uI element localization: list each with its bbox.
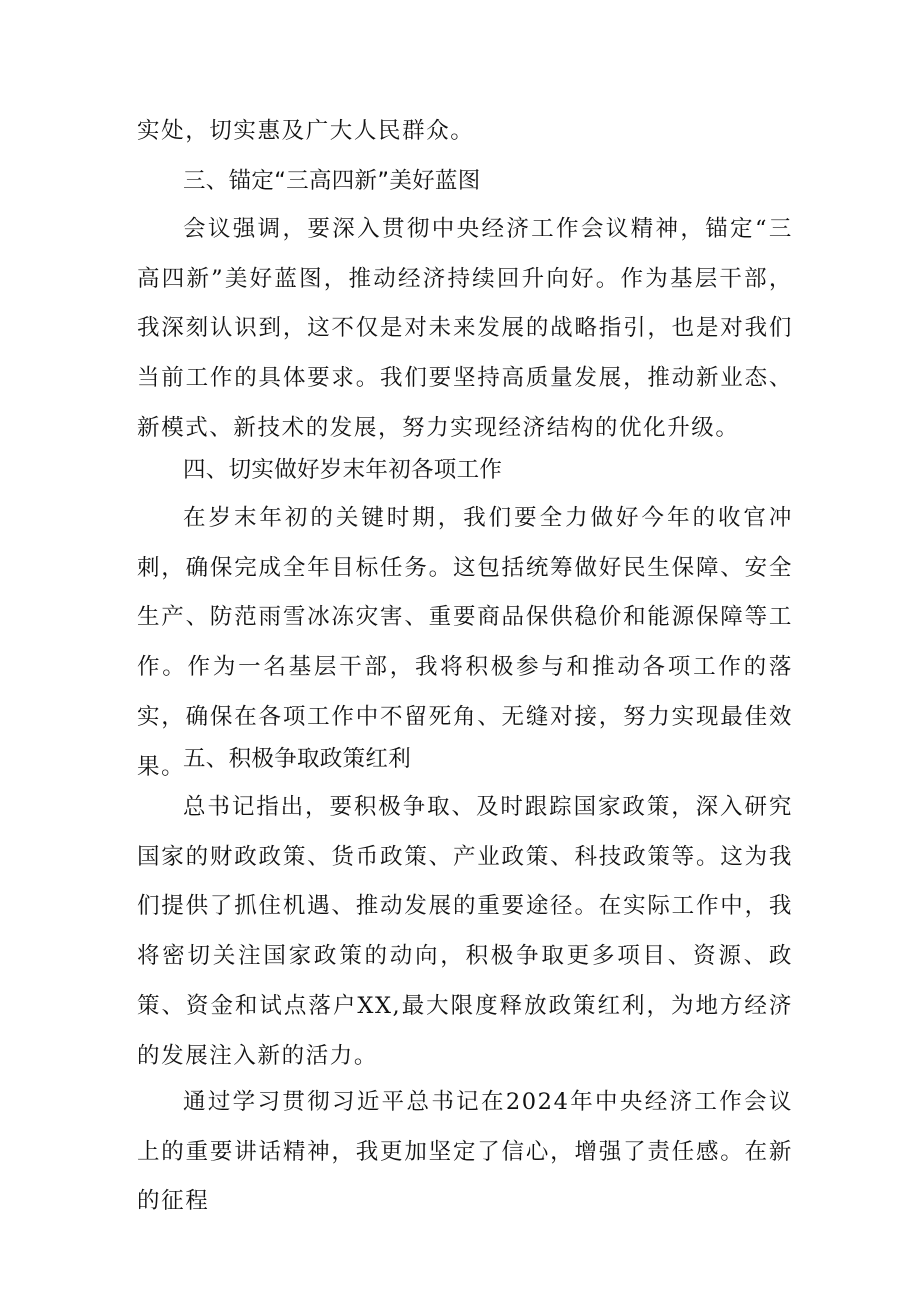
section-4-heading: 四、切实做好岁末年初各项工作 <box>183 457 503 483</box>
section-3-body: 会议强调，要深入贯彻中央经济工作会议精神，锚定“三高四新”美好蓝图，推动经济持续回升向好。作为基层干部，我深刻认识到，这不仅是对未来发展的战略指引，也是对我们当前工作的具体要求。我们要坚持高质量发展，推动新业态、新模式、新技术的发展，努力实现经济结构的优化升级。 <box>137 216 793 441</box>
section-5-body: 总书记指出，要积极争取、及时跟踪国家政策，深入研究国家的财政政策、货币政策、产业政策、科技政策等。这为我们提供了抓住机遇、推动发展的重要途径。在实际工作中，我将密切关注国家政策的动向，积极争取更多项目、资源、政策、资金和试点落户XX,最大限度释放政策红利，为地方经济的发展注入新的活力。 <box>137 794 793 1069</box>
section-4-body: 在岁末年初的关键时期，我们要全力做好今年的收官冲刺，确保完成全年目标任务。这包括统筹做好民生保障、安全生产、防范雨雪冰冻灾害、重要商品保供稳价和能源保障等工作。作为一名基层干部，我将积极参与和推动各项工作的落实，确保在各项工作中不留死角、无缝对接，努力实现最佳效果。 <box>137 505 793 780</box>
section-5-heading: 五、积极争取政策红利 <box>183 746 412 772</box>
section-3-heading: 三、锚定“三高四新”美好蓝图 <box>183 168 481 194</box>
intro-tail-paragraph: 实处，切实惠及广大人民群众。 <box>137 118 475 144</box>
closing-paragraph: 通过学习贯彻习近平总书记在2024年中央经济工作会议上的重要讲话精神，我更加坚定了信心，增强了责任感。在新的征程 <box>137 1089 793 1215</box>
